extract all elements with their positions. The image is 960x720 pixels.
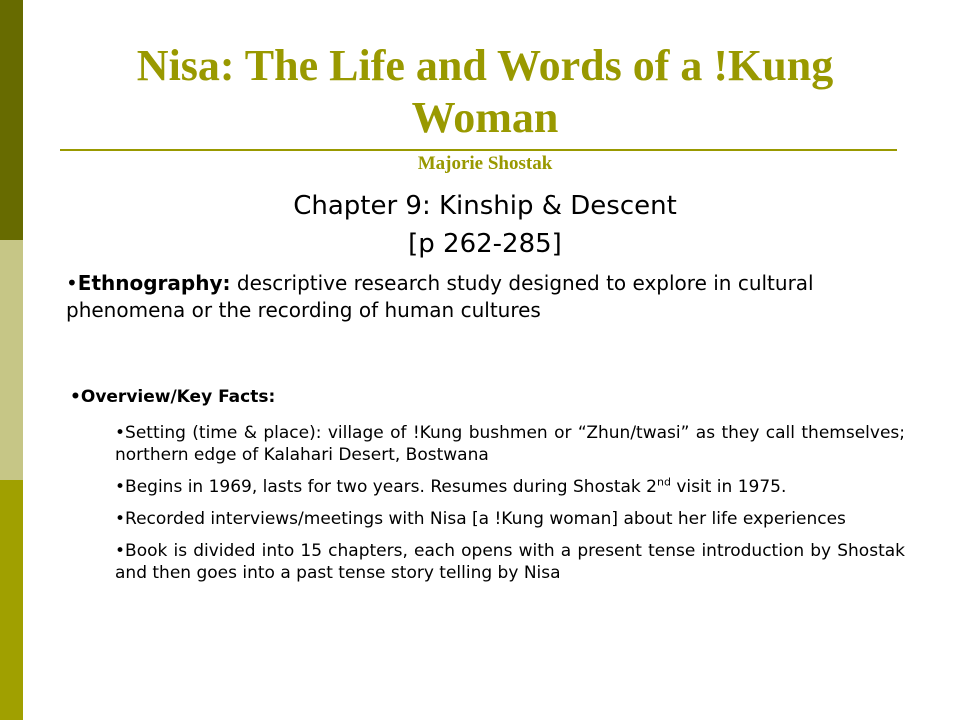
key-facts-list xyxy=(115,422,905,594)
fact-dates xyxy=(115,476,905,498)
fact-dates-text-end: visit in 1975. xyxy=(670,477,787,497)
fact-interviews: •Recorded interviews/meetings with Nisa [a !Kung woman] about her life experiences xyxy=(115,509,846,529)
title-divider xyxy=(60,149,897,151)
ethnography-term: Ethnography: xyxy=(77,271,231,295)
chapter-heading: Chapter 9: Kinship & Descent xyxy=(293,191,677,221)
decorative-stripe-middle xyxy=(0,240,23,480)
overview-heading: •Overview/Key Facts: xyxy=(70,387,276,407)
fact-book-structure: •Book is divided into 15 chapters, each opens with a present tense introduction by Shostak and then goes into a past tense story telling by Nisa xyxy=(115,541,905,583)
page-range: [p 262-285] xyxy=(408,229,562,259)
slide-title: Nisa: The Life and Words of a !Kung Woman xyxy=(136,41,834,142)
author-subtitle: Majorie Shostak xyxy=(417,153,553,174)
decorative-stripe-top xyxy=(0,0,23,240)
ethnography-text: descriptive research study designed to explore in cultural phenomena or the recording of human cultures xyxy=(66,271,814,322)
ethnography-definition xyxy=(66,270,896,324)
fact-setting: •Setting (time & place): village of !Kung bushmen or “Zhun/twasi” as they call themselves; northern edge of Kalahari Desert, Bostwana xyxy=(115,423,905,465)
bullet: • xyxy=(66,271,78,295)
fact-dates-text: •Begins in 1969, lasts for two years. Resumes during Shostak 2 xyxy=(115,477,657,497)
decorative-stripe-bottom xyxy=(0,480,23,720)
ordinal-suffix: nd xyxy=(656,475,671,489)
